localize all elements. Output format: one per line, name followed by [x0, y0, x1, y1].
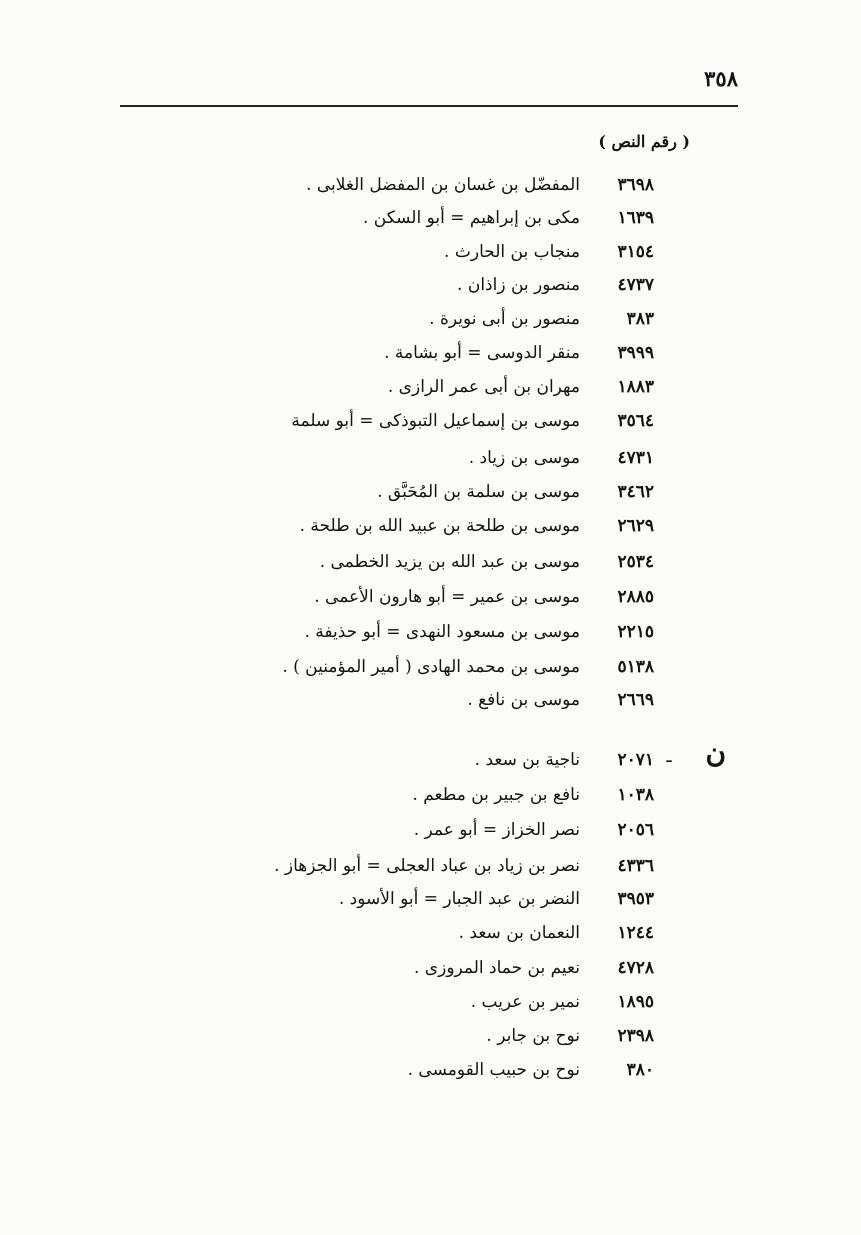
entry-name: مكى بن إبراهيم = أبو السكن . [362, 208, 580, 228]
entry-number: ٣٨٣ [626, 309, 654, 329]
entry-number: ٢٣٩٨ [617, 1026, 654, 1046]
entry-number: ٣٩٩٩ [617, 343, 654, 363]
entry-number: ٣٥٦٤ [617, 411, 654, 431]
entry-row [0, 617, 861, 649]
entry-row [0, 170, 861, 202]
entry-number: ٢٦٦٩ [617, 690, 654, 710]
entry-row [0, 780, 861, 812]
section-dash: ـ [666, 746, 672, 767]
entry-name: النضر بن عبد الجبار = أبو الأسود . [338, 889, 580, 909]
entry-name: مهران بن أبى عمر الرازى . [387, 377, 580, 397]
column-heading: ( رقم النص ) [598, 132, 690, 151]
entry-name: النعمان بن سعد . [458, 923, 580, 943]
entry-row [0, 304, 861, 336]
entry-name: موسى بن نافع . [467, 690, 580, 710]
entry-name: نوح بن حبيب القومسى . [407, 1060, 580, 1080]
entry-name: موسى بن عبد الله بن يزيد الخطمى . [319, 552, 580, 572]
entry-row [0, 987, 861, 1019]
entry-row [0, 884, 861, 916]
entry-name: موسى بن سلمة بن المُحَبَّق . [377, 482, 580, 502]
entry-number: ٢٠٥٦ [617, 820, 654, 840]
entry-name: موسى بن طلحة بن عبيد الله بن طلحة . [299, 516, 580, 536]
entry-number: ١٨٩٥ [617, 992, 654, 1012]
entry-row [0, 1021, 861, 1053]
entry-number: ١٢٤٤ [617, 923, 654, 943]
entry-row [0, 237, 861, 269]
entry-name: منجاب بن الحارث . [444, 242, 580, 262]
entry-number: ٤٧٢٨ [617, 958, 654, 978]
entry-row [0, 372, 861, 404]
entry-row [0, 582, 861, 614]
entry-number: ٣١٥٤ [617, 242, 654, 262]
entry-name: موسى بن زياد . [468, 448, 580, 468]
entry-row [0, 851, 861, 883]
entry-number: ٣٤٦٢ [617, 482, 654, 502]
entry-row [0, 918, 861, 950]
entry-number: ١٨٨٣ [617, 377, 654, 397]
entry-number: ٤٧٣١ [617, 448, 654, 468]
entry-row [0, 815, 861, 847]
entry-name: ناجية بن سعد . [474, 750, 580, 770]
entry-row [0, 270, 861, 302]
entry-name: نصر الخزاز = أبو عمر . [413, 820, 580, 840]
entry-number: ٢٠٧١ [617, 750, 654, 770]
entry-row [0, 745, 861, 777]
entry-number: ٥١٣٨ [617, 657, 654, 677]
entry-row [0, 338, 861, 370]
entry-name: منقر الدوسى = أبو بشامة . [384, 343, 580, 363]
entry-number: ٢٦٢٩ [617, 516, 654, 536]
header-rule [120, 105, 738, 107]
entry-row [0, 406, 861, 438]
entry-number: ٤٣٣٦ [617, 856, 654, 876]
entry-row [0, 511, 861, 543]
entry-name: نافع بن جبير بن مطعم . [412, 785, 580, 805]
entry-name: موسى بن مسعود النهدى = أبو حذيفة . [304, 622, 580, 642]
entry-name: منصور بن زاذان . [457, 275, 580, 295]
entry-number: ٢٨٨٥ [617, 587, 654, 607]
entry-row [0, 477, 861, 509]
entry-name: المفضّل بن غسان بن المفضل الغلابى . [306, 175, 580, 195]
entry-row [0, 547, 861, 579]
entry-row [0, 953, 861, 985]
entry-row [0, 652, 861, 684]
entry-number: ٣٨٠ [626, 1060, 654, 1080]
entry-number: ٢٢١٥ [617, 622, 654, 642]
entry-number: ١٦٣٩ [617, 208, 654, 228]
entry-number: ٣٦٩٨ [617, 175, 654, 195]
entry-row [0, 685, 861, 717]
entry-name: موسى بن محمد الهادى ( أمير المؤمنين ) . [282, 657, 580, 677]
page-number: ٣٥٨ [704, 66, 738, 91]
entry-name: منصور بن أبى نويرة . [429, 309, 580, 329]
entry-row [0, 443, 861, 475]
entry-name: نمير بن عريب . [470, 992, 580, 1012]
section-letter: ن [705, 736, 726, 769]
entry-name: نصر بن زياد بن عباد العجلى = أبو الجزهاز . [274, 856, 580, 876]
entry-name: موسى بن إسماعيل التبوذكى = أبو سلمة [291, 411, 580, 431]
entry-number: ٤٧٣٧ [617, 275, 654, 295]
entry-name: نعيم بن حماد المروزى . [414, 958, 580, 978]
entry-name: نوح بن جابر . [486, 1026, 580, 1046]
entry-number: ٢٥٣٤ [617, 552, 654, 572]
entry-row [0, 1055, 861, 1087]
entry-number: ١٠٣٨ [617, 785, 654, 805]
entry-row [0, 203, 861, 235]
entry-name: موسى بن عمير = أبو هارون الأعمى . [314, 587, 580, 607]
entry-number: ٣٩٥٣ [617, 889, 654, 909]
